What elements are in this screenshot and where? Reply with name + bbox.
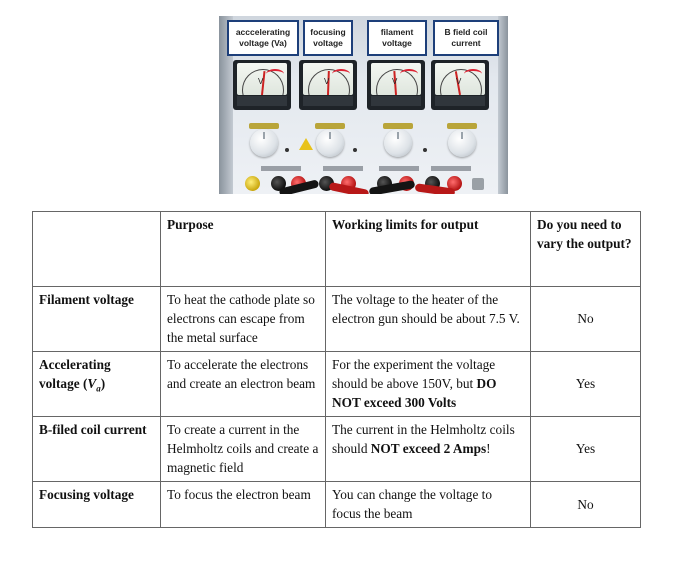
- row-purpose: To create a current in the Helmholtz coils and create a magnetic field: [161, 417, 326, 482]
- meter-unit-label: V: [456, 77, 462, 86]
- accelerating-voltage-knob[interactable]: [250, 129, 278, 157]
- header-working-limits: Working limits for output: [326, 212, 531, 287]
- row-vary-answer: Yes: [531, 352, 641, 417]
- row-vary-answer: Yes: [531, 417, 641, 482]
- table-row: [33, 287, 641, 352]
- table-row: [33, 482, 641, 528]
- row-label-focusing-voltage: Focusing voltage: [33, 482, 161, 528]
- label-filament-voltage: filament voltage: [367, 20, 427, 56]
- row-purpose: To accelerate the electrons and create an electron beam: [161, 352, 326, 417]
- filament-voltage-knob[interactable]: [384, 129, 412, 157]
- label-focusing-voltage: focusing voltage: [303, 20, 353, 56]
- control-settings-table: [32, 211, 641, 528]
- table-row: [33, 417, 641, 482]
- table-row: [33, 352, 641, 417]
- header-purpose: Purpose: [161, 212, 326, 287]
- meter-unit-label: V: [392, 77, 398, 86]
- row-label-accelerating-voltage: Accelerating voltage $(V_a)$: [33, 352, 161, 417]
- row-label-filament-voltage: Filament voltage: [33, 287, 161, 352]
- terminal-label-strip: [323, 166, 363, 171]
- label-bfield-coil-current: B field coil current: [433, 20, 499, 56]
- indicator-led: [353, 148, 357, 152]
- black-cable: [369, 180, 416, 194]
- terminal-label-strip: [261, 166, 301, 171]
- row-limits: For the experiment the voltage should be above 150V, but DO NOT exceed 300 Volts: [326, 352, 531, 417]
- label-accelerating-voltage: acccelerating voltage (Va): [227, 20, 299, 56]
- row-label-bfield-coil-current: B-filed coil current: [33, 417, 161, 482]
- row-limits: The voltage to the heater of the electron gun should be about 7.5 V.: [326, 287, 531, 352]
- accelerating-voltage-meter: [233, 60, 291, 110]
- row-vary-answer: No: [531, 287, 641, 352]
- table-header-row: [33, 212, 641, 287]
- filament-voltage-meter: [367, 60, 425, 110]
- indicator-led: [423, 148, 427, 152]
- row-vary-answer: No: [531, 482, 641, 528]
- row-purpose: To focus the electron beam: [161, 482, 326, 528]
- power-supply-photo: [219, 16, 508, 194]
- focusing-voltage-knob[interactable]: [316, 129, 344, 157]
- header-blank-cell: [33, 212, 161, 287]
- warning-triangle-icon: [299, 138, 313, 150]
- row-limits: You can change the voltage to focus the beam: [326, 482, 531, 528]
- row-purpose: To heat the cathode plate so electrons can escape from the metal surface: [161, 287, 326, 352]
- indicator-led: [285, 148, 289, 152]
- bfield-current-meter: [431, 60, 489, 110]
- meter-unit-label: V: [258, 77, 264, 86]
- terminal-label-strip: [379, 166, 419, 171]
- focusing-voltage-meter: [299, 60, 357, 110]
- terminal-label-strip: [431, 166, 471, 171]
- header-vary-output: Do you need to vary the output?: [531, 212, 641, 287]
- bfield-current-knob[interactable]: [448, 129, 476, 157]
- case-right-edge: [498, 16, 508, 194]
- power-switch[interactable]: [472, 178, 484, 190]
- row-limits: The current in the Helmholtz coils should NOT exceed 2 Amps!: [326, 417, 531, 482]
- terminal-jack-yellow[interactable]: [245, 176, 260, 191]
- meter-unit-label: V: [324, 77, 330, 86]
